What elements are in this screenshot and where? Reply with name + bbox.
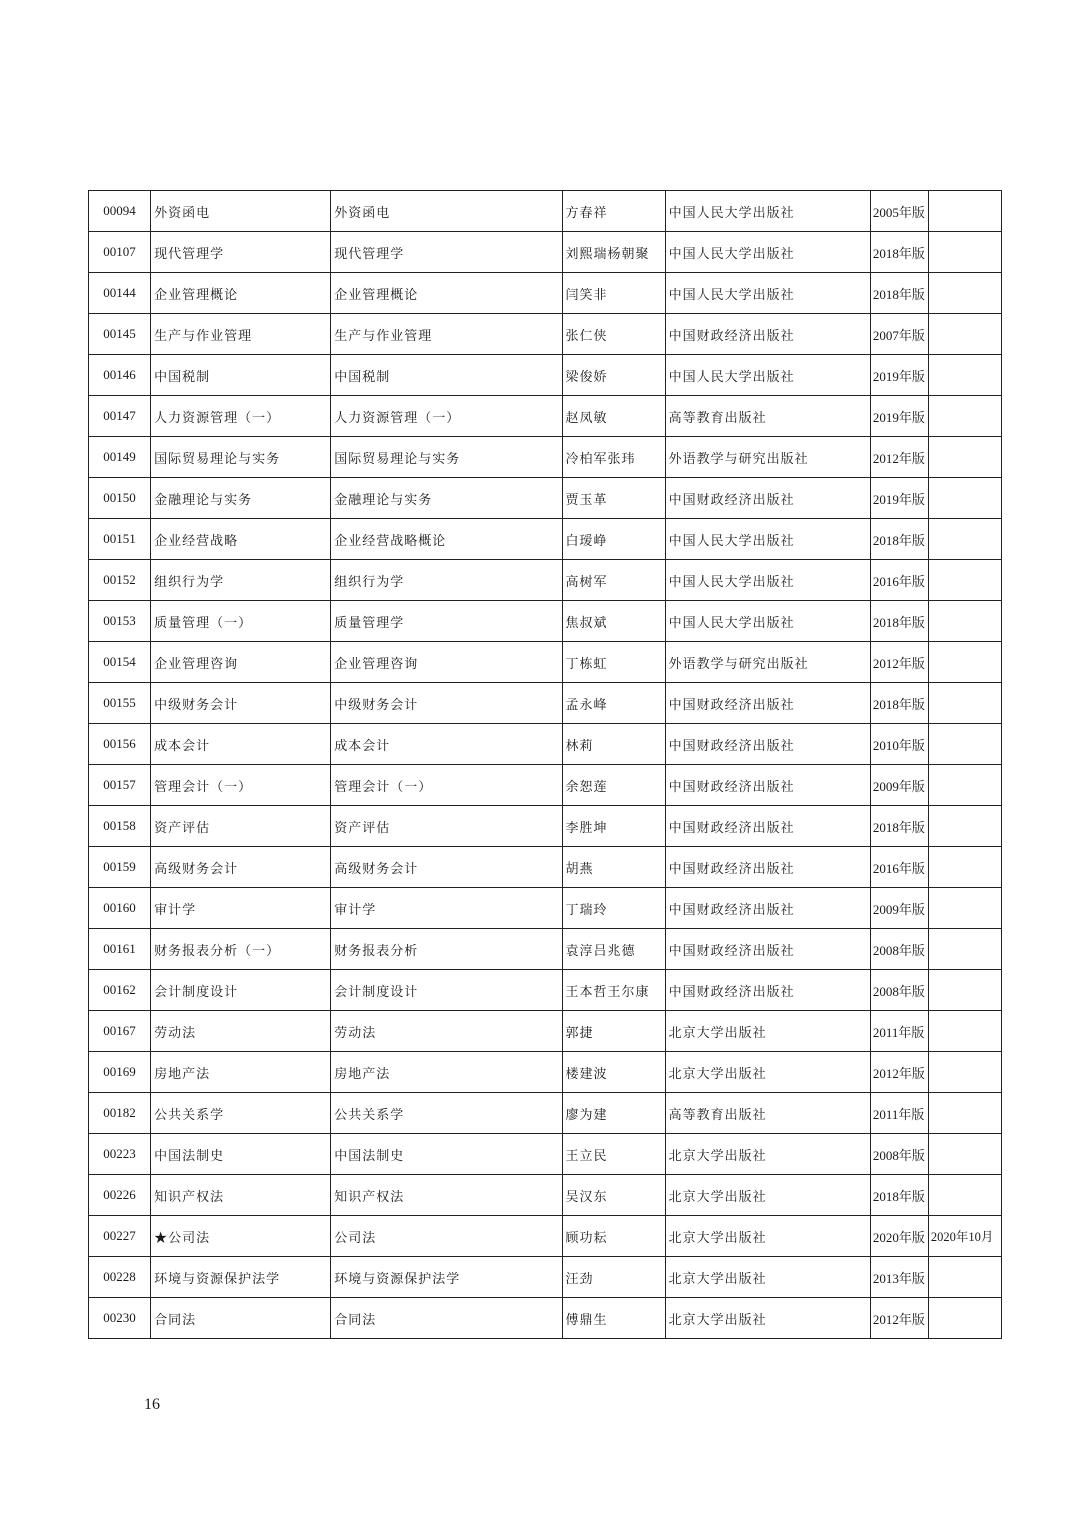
- note-cell: [928, 601, 1001, 642]
- course-name-cell: 管理会计（一）: [151, 765, 331, 806]
- course-code-cell: 00182: [89, 1093, 151, 1134]
- textbook-title-cell: 中级财务会计: [331, 683, 562, 724]
- course-name-cell: 会计制度设计: [151, 970, 331, 1011]
- course-name-cell: 环境与资源保护法学: [151, 1257, 331, 1298]
- course-name-cell: 资产评估: [151, 806, 331, 847]
- author-cell: 郭捷: [562, 1011, 665, 1052]
- edition-cell: 2018年版: [870, 1175, 928, 1216]
- author-cell: 王本哲王尔康: [562, 970, 665, 1011]
- publisher-cell: 北京大学出版社: [665, 1175, 870, 1216]
- course-name-cell: 企业管理概论: [151, 273, 331, 314]
- course-code-cell: 00155: [89, 683, 151, 724]
- table-row: [89, 601, 1002, 642]
- course-code-cell: 00154: [89, 642, 151, 683]
- table-row: [89, 1011, 1002, 1052]
- publisher-cell: 中国人民大学出版社: [665, 232, 870, 273]
- publisher-cell: 北京大学出版社: [665, 1257, 870, 1298]
- course-name-cell: 人力资源管理（一）: [151, 396, 331, 437]
- table-row: [89, 519, 1002, 560]
- note-cell: [928, 683, 1001, 724]
- publisher-cell: 中国财政经济出版社: [665, 847, 870, 888]
- table-row: [89, 888, 1002, 929]
- table-row: [89, 314, 1002, 355]
- textbook-title-cell: 合同法: [331, 1298, 562, 1339]
- note-cell: [928, 314, 1001, 355]
- publisher-cell: 中国财政经济出版社: [665, 724, 870, 765]
- textbook-title-cell: 组织行为学: [331, 560, 562, 601]
- edition-cell: 2011年版: [870, 1011, 928, 1052]
- textbook-title-cell: 知识产权法: [331, 1175, 562, 1216]
- course-name-cell: 审计学: [151, 888, 331, 929]
- table-row: [89, 1052, 1002, 1093]
- table-row: [89, 437, 1002, 478]
- author-cell: 赵凤敏: [562, 396, 665, 437]
- course-code-cell: 00146: [89, 355, 151, 396]
- course-code-cell: 00169: [89, 1052, 151, 1093]
- course-name-cell: 现代管理学: [151, 232, 331, 273]
- course-name-cell: 合同法: [151, 1298, 331, 1339]
- table-row: [89, 396, 1002, 437]
- note-cell: [928, 355, 1001, 396]
- textbook-title-cell: 审计学: [331, 888, 562, 929]
- course-code-cell: 00150: [89, 478, 151, 519]
- note-cell: [928, 1257, 1001, 1298]
- course-code-cell: 00167: [89, 1011, 151, 1052]
- course-code-cell: 00157: [89, 765, 151, 806]
- edition-cell: 2018年版: [870, 519, 928, 560]
- table-row: [89, 970, 1002, 1011]
- publisher-cell: 中国财政经济出版社: [665, 478, 870, 519]
- note-cell: [928, 560, 1001, 601]
- course-name-cell: 劳动法: [151, 1011, 331, 1052]
- author-cell: 白瑷峥: [562, 519, 665, 560]
- publisher-cell: 外语教学与研究出版社: [665, 437, 870, 478]
- edition-cell: 2016年版: [870, 847, 928, 888]
- course-code-cell: 00227: [89, 1216, 151, 1257]
- edition-cell: 2012年版: [870, 1298, 928, 1339]
- edition-cell: 2010年版: [870, 724, 928, 765]
- course-name-cell: 金融理论与实务: [151, 478, 331, 519]
- publisher-cell: 中国人民大学出版社: [665, 519, 870, 560]
- publisher-cell: 中国财政经济出版社: [665, 765, 870, 806]
- author-cell: 焦叔斌: [562, 601, 665, 642]
- publisher-cell: 高等教育出版社: [665, 396, 870, 437]
- textbook-title-cell: 企业经营战略概论: [331, 519, 562, 560]
- table-row: [89, 1093, 1002, 1134]
- table-row: [89, 683, 1002, 724]
- textbook-title-cell: 生产与作业管理: [331, 314, 562, 355]
- note-cell: [928, 642, 1001, 683]
- textbook-title-cell: 会计制度设计: [331, 970, 562, 1011]
- publisher-cell: 中国人民大学出版社: [665, 355, 870, 396]
- note-cell: [928, 1175, 1001, 1216]
- textbook-title-cell: 劳动法: [331, 1011, 562, 1052]
- author-cell: 林莉: [562, 724, 665, 765]
- textbook-title-cell: 环境与资源保护法学: [331, 1257, 562, 1298]
- note-cell: [928, 519, 1001, 560]
- edition-cell: 2018年版: [870, 601, 928, 642]
- course-code-cell: 00144: [89, 273, 151, 314]
- author-cell: 袁淳吕兆德: [562, 929, 665, 970]
- author-cell: 梁俊娇: [562, 355, 665, 396]
- author-cell: 高树军: [562, 560, 665, 601]
- textbook-title-cell: 高级财务会计: [331, 847, 562, 888]
- table-row: [89, 478, 1002, 519]
- publisher-cell: 中国财政经济出版社: [665, 314, 870, 355]
- note-cell: [928, 929, 1001, 970]
- table-row: [89, 1216, 1002, 1257]
- course-code-cell: 00159: [89, 847, 151, 888]
- course-code-cell: 00160: [89, 888, 151, 929]
- table-row: [89, 1134, 1002, 1175]
- table-row: [89, 724, 1002, 765]
- note-cell: [928, 437, 1001, 478]
- note-cell: [928, 970, 1001, 1011]
- course-code-cell: 00162: [89, 970, 151, 1011]
- table-row: [89, 642, 1002, 683]
- edition-cell: 2019年版: [870, 478, 928, 519]
- textbook-table: [88, 190, 1002, 1339]
- note-cell: [928, 1093, 1001, 1134]
- course-code-cell: 00094: [89, 191, 151, 232]
- course-name-cell: 组织行为学: [151, 560, 331, 601]
- textbook-title-cell: 外资函电: [331, 191, 562, 232]
- course-name-cell: 财务报表分析（一）: [151, 929, 331, 970]
- note-cell: [928, 396, 1001, 437]
- course-name-cell: 中级财务会计: [151, 683, 331, 724]
- course-name-cell: 生产与作业管理: [151, 314, 331, 355]
- textbook-title-cell: 成本会计: [331, 724, 562, 765]
- textbook-title-cell: 财务报表分析: [331, 929, 562, 970]
- course-name-cell: 企业经营战略: [151, 519, 331, 560]
- edition-cell: 2008年版: [870, 970, 928, 1011]
- publisher-cell: 中国人民大学出版社: [665, 560, 870, 601]
- course-name-cell: 公共关系学: [151, 1093, 331, 1134]
- author-cell: 胡燕: [562, 847, 665, 888]
- author-cell: 李胜坤: [562, 806, 665, 847]
- course-code-cell: 00151: [89, 519, 151, 560]
- course-code-cell: 00152: [89, 560, 151, 601]
- note-cell: [928, 1134, 1001, 1175]
- note-cell: [928, 888, 1001, 929]
- table-row: [89, 1298, 1002, 1339]
- textbook-title-cell: 质量管理学: [331, 601, 562, 642]
- publisher-cell: 北京大学出版社: [665, 1298, 870, 1339]
- note-cell: [928, 806, 1001, 847]
- author-cell: 冷柏军张玮: [562, 437, 665, 478]
- note-cell: [928, 1298, 1001, 1339]
- author-cell: 汪劲: [562, 1257, 665, 1298]
- author-cell: 张仁侠: [562, 314, 665, 355]
- publisher-cell: 中国财政经济出版社: [665, 683, 870, 724]
- course-name-cell: 知识产权法: [151, 1175, 331, 1216]
- course-code-cell: 00107: [89, 232, 151, 273]
- course-code-cell: 00145: [89, 314, 151, 355]
- textbook-title-cell: 中国法制史: [331, 1134, 562, 1175]
- textbook-title-cell: 资产评估: [331, 806, 562, 847]
- edition-cell: 2019年版: [870, 396, 928, 437]
- note-cell: [928, 1011, 1001, 1052]
- course-code-cell: 00228: [89, 1257, 151, 1298]
- publisher-cell: 中国人民大学出版社: [665, 191, 870, 232]
- textbook-title-cell: 中国税制: [331, 355, 562, 396]
- publisher-cell: 中国财政经济出版社: [665, 970, 870, 1011]
- edition-cell: 2019年版: [870, 355, 928, 396]
- table-row: [89, 847, 1002, 888]
- edition-cell: 2005年版: [870, 191, 928, 232]
- table-row: [89, 806, 1002, 847]
- textbook-title-cell: 管理会计（一）: [331, 765, 562, 806]
- course-name-cell: 房地产法: [151, 1052, 331, 1093]
- author-cell: 楼建波: [562, 1052, 665, 1093]
- course-name-cell: ★公司法: [151, 1216, 331, 1257]
- table-row: [89, 1175, 1002, 1216]
- course-code-cell: 00153: [89, 601, 151, 642]
- edition-cell: 2016年版: [870, 560, 928, 601]
- publisher-cell: 中国财政经济出版社: [665, 929, 870, 970]
- author-cell: 丁瑞玲: [562, 888, 665, 929]
- course-name-cell: 国际贸易理论与实务: [151, 437, 331, 478]
- course-code-cell: 00147: [89, 396, 151, 437]
- author-cell: 余恕莲: [562, 765, 665, 806]
- edition-cell: 2018年版: [870, 806, 928, 847]
- edition-cell: 2008年版: [870, 1134, 928, 1175]
- edition-cell: 2013年版: [870, 1257, 928, 1298]
- textbook-title-cell: 房地产法: [331, 1052, 562, 1093]
- author-cell: 贾玉革: [562, 478, 665, 519]
- edition-cell: 2009年版: [870, 765, 928, 806]
- edition-cell: 2008年版: [870, 929, 928, 970]
- author-cell: 闫笑非: [562, 273, 665, 314]
- author-cell: 刘熙瑞杨朝聚: [562, 232, 665, 273]
- note-cell: 2020年10月: [928, 1216, 1001, 1257]
- course-code-cell: 00226: [89, 1175, 151, 1216]
- author-cell: 方春祥: [562, 191, 665, 232]
- note-cell: [928, 1052, 1001, 1093]
- edition-cell: 2011年版: [870, 1093, 928, 1134]
- table-row: [89, 765, 1002, 806]
- publisher-cell: 中国人民大学出版社: [665, 601, 870, 642]
- course-name-cell: 质量管理（一）: [151, 601, 331, 642]
- course-code-cell: 00223: [89, 1134, 151, 1175]
- edition-cell: 2007年版: [870, 314, 928, 355]
- course-name-cell: 中国税制: [151, 355, 331, 396]
- table-row: [89, 191, 1002, 232]
- edition-cell: 2012年版: [870, 1052, 928, 1093]
- note-cell: [928, 478, 1001, 519]
- course-code-cell: 00149: [89, 437, 151, 478]
- note-cell: [928, 273, 1001, 314]
- textbook-title-cell: 公共关系学: [331, 1093, 562, 1134]
- textbook-title-cell: 金融理论与实务: [331, 478, 562, 519]
- publisher-cell: 外语教学与研究出版社: [665, 642, 870, 683]
- author-cell: 丁栋虹: [562, 642, 665, 683]
- table-row: [89, 560, 1002, 601]
- table-row: [89, 355, 1002, 396]
- author-cell: 傅鼎生: [562, 1298, 665, 1339]
- page-number: 16: [144, 1396, 160, 1413]
- course-name-cell: 外资函电: [151, 191, 331, 232]
- note-cell: [928, 847, 1001, 888]
- table-row: [89, 232, 1002, 273]
- textbook-title-cell: 公司法: [331, 1216, 562, 1257]
- note-cell: [928, 724, 1001, 765]
- publisher-cell: 中国财政经济出版社: [665, 806, 870, 847]
- course-code-cell: 00158: [89, 806, 151, 847]
- course-code-cell: 00161: [89, 929, 151, 970]
- textbook-title-cell: 企业管理概论: [331, 273, 562, 314]
- author-cell: 吴汉东: [562, 1175, 665, 1216]
- edition-cell: 2020年版: [870, 1216, 928, 1257]
- note-cell: [928, 765, 1001, 806]
- note-cell: [928, 232, 1001, 273]
- textbook-title-cell: 现代管理学: [331, 232, 562, 273]
- edition-cell: 2012年版: [870, 642, 928, 683]
- publisher-cell: 北京大学出版社: [665, 1134, 870, 1175]
- edition-cell: 2018年版: [870, 232, 928, 273]
- author-cell: 孟永峰: [562, 683, 665, 724]
- textbook-title-cell: 人力资源管理（一）: [331, 396, 562, 437]
- note-cell: [928, 191, 1001, 232]
- table-row: [89, 929, 1002, 970]
- author-cell: 廖为建: [562, 1093, 665, 1134]
- author-cell: 顾功耘: [562, 1216, 665, 1257]
- publisher-cell: 北京大学出版社: [665, 1052, 870, 1093]
- publisher-cell: 北京大学出版社: [665, 1216, 870, 1257]
- table-row: [89, 1257, 1002, 1298]
- textbook-title-cell: 企业管理咨询: [331, 642, 562, 683]
- textbook-title-cell: 国际贸易理论与实务: [331, 437, 562, 478]
- author-cell: 王立民: [562, 1134, 665, 1175]
- edition-cell: 2009年版: [870, 888, 928, 929]
- table-row: [89, 273, 1002, 314]
- publisher-cell: 北京大学出版社: [665, 1011, 870, 1052]
- edition-cell: 2018年版: [870, 273, 928, 314]
- publisher-cell: 中国人民大学出版社: [665, 273, 870, 314]
- edition-cell: 2012年版: [870, 437, 928, 478]
- table-body: [89, 191, 1002, 1339]
- course-name-cell: 企业管理咨询: [151, 642, 331, 683]
- edition-cell: 2018年版: [870, 683, 928, 724]
- course-code-cell: 00156: [89, 724, 151, 765]
- course-name-cell: 中国法制史: [151, 1134, 331, 1175]
- publisher-cell: 高等教育出版社: [665, 1093, 870, 1134]
- publisher-cell: 中国财政经济出版社: [665, 888, 870, 929]
- course-name-cell: 高级财务会计: [151, 847, 331, 888]
- course-name-cell: 成本会计: [151, 724, 331, 765]
- course-code-cell: 00230: [89, 1298, 151, 1339]
